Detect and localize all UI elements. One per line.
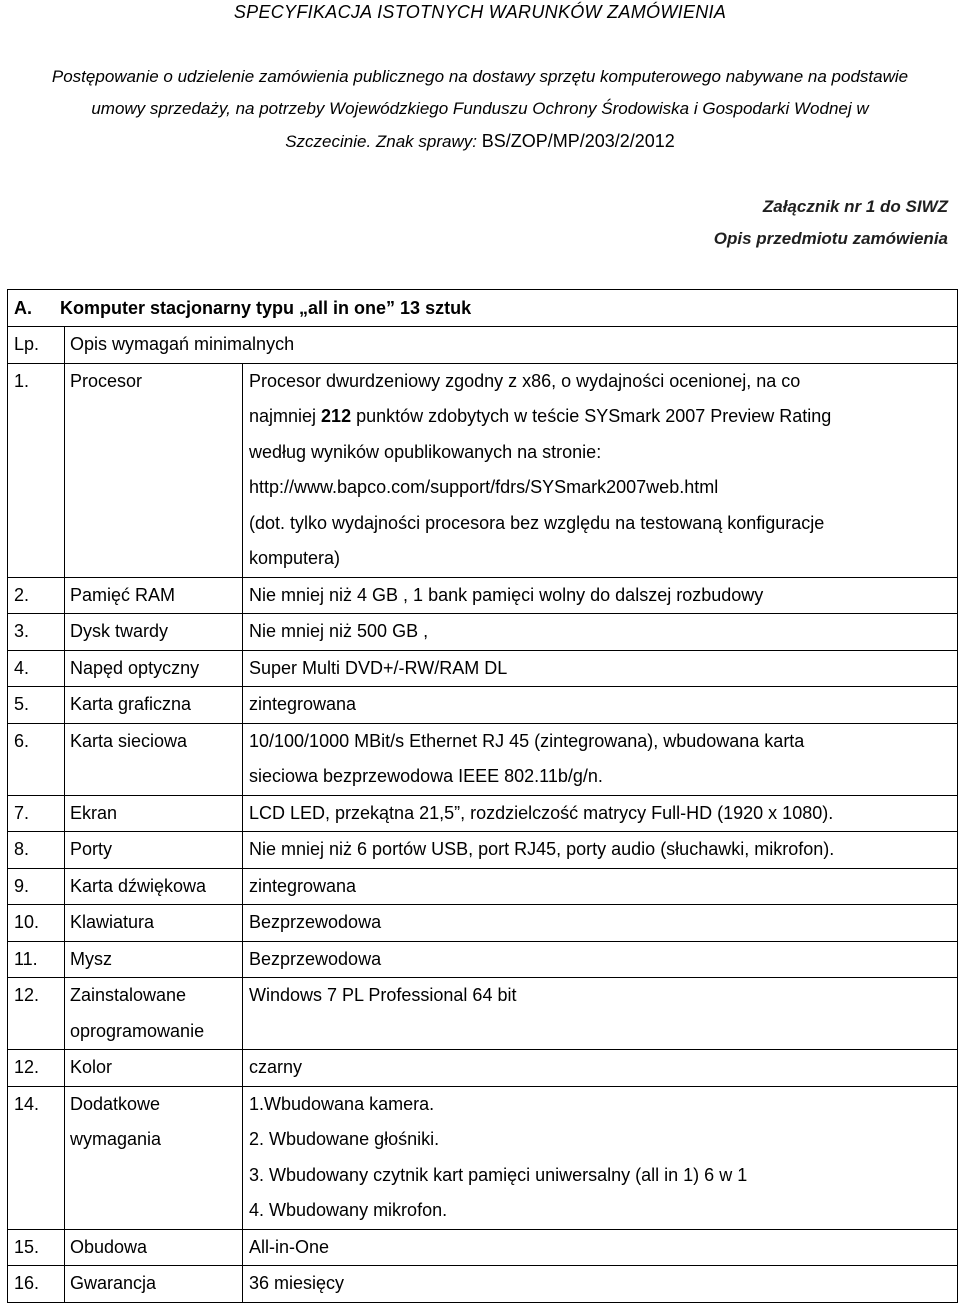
table-row — [8, 1266, 958, 1303]
parameter-name — [65, 868, 243, 905]
parameter-value-line: 3. Wbudowany czytnik kart pamięci uniwersalny (all in 1) 6 w 1 — [249, 1164, 748, 1185]
row-number: 7. — [8, 795, 65, 832]
table-row — [8, 577, 958, 614]
row-number: 11. — [8, 941, 65, 978]
parameter-value-line: Bezprzewodowa — [249, 948, 382, 969]
parameter-value-line: sieciowa bezprzewodowa IEEE 802.11b/g/n. — [249, 766, 603, 786]
parameter-name-line: Zainstalowane — [70, 985, 187, 1005]
parameter-name-line: Kolor — [70, 1057, 113, 1077]
parameter-value — [243, 941, 958, 978]
header-description: Opis wymagań minimalnych — [65, 327, 958, 364]
parameter-value-line: Windows 7 PL Professional 64 bit — [249, 985, 517, 1005]
parameter-value-line: zintegrowana — [249, 694, 357, 714]
parameter-value — [243, 1229, 958, 1266]
section-header-cell — [8, 290, 958, 327]
table-row — [8, 1050, 958, 1087]
parameter-name-line: Mysz — [70, 948, 112, 969]
table-row — [8, 978, 958, 1050]
parameter-name-line: wymagania — [70, 1129, 162, 1149]
parameter-name — [65, 1086, 243, 1229]
parameter-name — [65, 577, 243, 614]
parameter-value-line: Bezprzewodowa — [249, 912, 382, 932]
row-number: 3. — [8, 614, 65, 651]
parameter-name-line: Dysk twardy — [70, 621, 169, 641]
parameter-name-line: Pamięć RAM — [70, 584, 176, 605]
parameter-value — [243, 832, 958, 869]
parameter-value — [243, 650, 958, 687]
parameter-value — [243, 1266, 958, 1303]
document-header-title: SPECYFIKACJA ISTOTNYCH WARUNKÓW ZAMÓWIENIA — [233, 2, 727, 22]
parameter-name — [65, 1229, 243, 1266]
parameter-value — [243, 905, 958, 942]
row-number: 15. — [8, 1229, 65, 1266]
parameter-name — [65, 1266, 243, 1303]
parameter-name-line: Dodatkowe — [70, 1093, 161, 1114]
parameter-name — [65, 687, 243, 724]
parameter-value — [243, 1086, 958, 1229]
parameter-name-line: Ekran — [70, 802, 118, 823]
parameter-value — [243, 868, 958, 905]
parameter-value-line: All-in-One — [249, 1236, 330, 1257]
parameter-value-line: najmniej 212 punktów zdobytych w teście SYSmark 2007 Preview Rating — [249, 406, 832, 426]
table-header-row — [8, 327, 958, 364]
parameter-value-line: Nie mniej niż 500 GB , — [249, 621, 429, 641]
row-number: 10. — [8, 905, 65, 942]
table-row — [8, 868, 958, 905]
table-row — [8, 1229, 958, 1266]
parameter-name-line: Karta sieciowa — [70, 730, 188, 751]
parameter-name — [65, 1050, 243, 1087]
parameter-value-line: http://www.bapco.com/support/fdrs/SYSmark2007web.html — [249, 477, 719, 497]
parameter-name — [65, 650, 243, 687]
table-row — [8, 723, 958, 795]
intro-line-2: umowy sprzedaży, na potrzeby Wojewódzkiego Funduszu Ochrony Środowiska i Gospodarki Wodnej w — [91, 99, 869, 118]
parameter-value-line: Nie mniej niż 6 portów USB, port RJ45, porty audio (słuchawki, mikrofon). — [249, 839, 835, 859]
parameter-value-line: według wyników opublikowanych na stronie: — [249, 441, 602, 462]
parameter-value-line: 2. Wbudowane głośniki. — [249, 1129, 440, 1149]
case-reference-code: BS/ZOP/MP/203/2/2012 — [481, 131, 675, 151]
parameter-value-line: 1.Wbudowana kamera. — [249, 1093, 435, 1114]
section-number: A. — [14, 298, 32, 318]
parameter-name — [65, 905, 243, 942]
row-number: 2. — [8, 577, 65, 614]
section-title: Komputer stacjonarny typu „all in one” 13 sztuk — [60, 298, 472, 318]
table-row — [8, 363, 958, 577]
row-number: 9. — [8, 868, 65, 905]
parameter-value-line: 36 miesięcy — [249, 1273, 345, 1293]
parameter-value-line: 4. Wbudowany mikrofon. — [249, 1200, 448, 1220]
row-number: 6. — [8, 723, 65, 795]
row-number: 16. — [8, 1266, 65, 1303]
parameter-value-line: 10/100/1000 MBit/s Ethernet RJ 45 (zintegrowana), wbudowana karta — [249, 730, 805, 751]
table-row — [8, 687, 958, 724]
annex-subtitle: Opis przedmiotu zamówienia — [713, 229, 948, 248]
parameter-value — [243, 723, 958, 795]
table-row — [8, 832, 958, 869]
parameter-name-line: Procesor — [70, 370, 143, 391]
parameter-name — [65, 941, 243, 978]
parameter-value-line: LCD LED, przekątna 21,5”, rozdzielczość matrycy Full-HD (1920 x 1080). — [249, 802, 834, 823]
parameter-name — [65, 978, 243, 1050]
parameter-value-line: czarny — [249, 1057, 303, 1077]
header-lp: Lp. — [8, 327, 65, 364]
table-row — [8, 905, 958, 942]
parameter-name-line: Karta graficzna — [70, 694, 192, 714]
parameter-value — [243, 687, 958, 724]
specification-table — [7, 289, 958, 1303]
parameter-name — [65, 832, 243, 869]
table-row — [8, 795, 958, 832]
benchmark-score: 212 — [321, 406, 352, 426]
parameter-value — [243, 978, 958, 1050]
table-row — [8, 614, 958, 651]
annex-title: Załącznik nr 1 do SIWZ — [762, 197, 948, 216]
parameter-name-line: Napęd optyczny — [70, 657, 200, 678]
parameter-value-line: komputera) — [249, 548, 341, 568]
parameter-name-line: Porty — [70, 839, 113, 859]
row-number: 1. — [8, 363, 65, 577]
parameter-name-line: Obudowa — [70, 1236, 148, 1257]
parameter-value — [243, 795, 958, 832]
parameter-name — [65, 795, 243, 832]
parameter-value-line: (dot. tylko wydajności procesora bez względu na testowaną konfiguracje — [249, 512, 825, 533]
parameter-value-line: Nie mniej niż 4 GB , 1 bank pamięci wolny do dalszej rozbudowy — [249, 584, 764, 605]
table-row — [8, 1086, 958, 1229]
row-number: 12. — [8, 1050, 65, 1087]
parameter-name-line: Gwarancja — [70, 1273, 157, 1293]
intro-line-3 — [40, 125, 920, 158]
row-number: 8. — [8, 832, 65, 869]
intro-line-1: Postępowanie o udzielenie zamówienia publicznego na dostawy sprzętu komputerowego nabywane na podstawie — [51, 67, 909, 86]
parameter-name — [65, 723, 243, 795]
intro-line-3-prefix: Szczecinie. Znak sprawy: — [285, 132, 482, 151]
table-row — [8, 941, 958, 978]
parameter-value-line: zintegrowana — [249, 875, 357, 896]
parameter-name-line: Klawiatura — [70, 912, 155, 932]
section-header-row — [8, 290, 958, 327]
parameter-name — [65, 363, 243, 577]
parameter-name — [65, 614, 243, 651]
parameter-value — [243, 1050, 958, 1087]
parameter-value-line: Super Multi DVD+/-RW/RAM DL — [249, 657, 508, 678]
parameter-value — [243, 614, 958, 651]
intro-paragraph — [40, 61, 920, 158]
table-row — [8, 650, 958, 687]
row-number: 4. — [8, 650, 65, 687]
row-number: 14. — [8, 1086, 65, 1229]
parameter-name-line: oprogramowanie — [70, 1020, 205, 1041]
parameter-value — [243, 363, 958, 577]
parameter-name-line: Karta dźwiękowa — [70, 875, 207, 896]
parameter-value-line: Procesor dwurdzeniowy zgodny z x86, o wydajności ocenionej, na co — [249, 370, 801, 391]
row-number: 5. — [8, 687, 65, 724]
parameter-value — [243, 577, 958, 614]
row-number: 12. — [8, 978, 65, 1050]
